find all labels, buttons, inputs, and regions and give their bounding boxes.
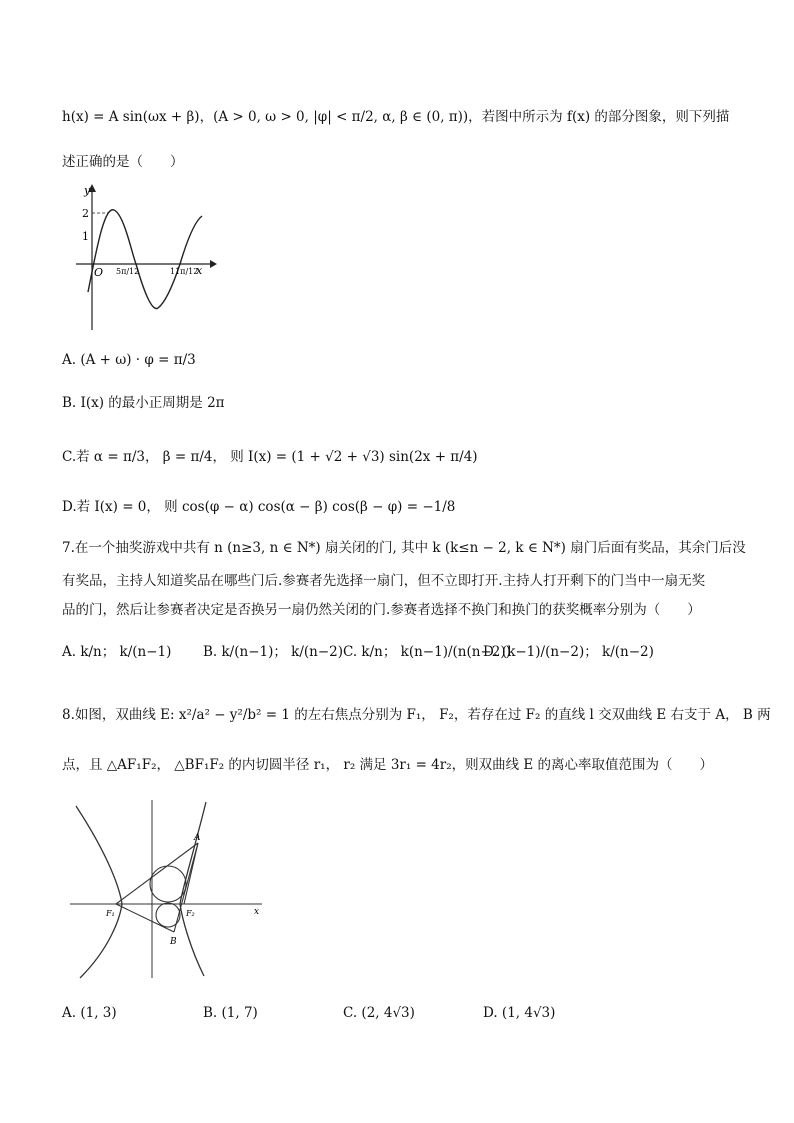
- q6-graph-origin: O: [94, 266, 104, 279]
- q8-label-x: x: [254, 907, 260, 917]
- q6-stem-line-2: 述正确的是（ ）: [62, 154, 184, 170]
- q7-option-b: B. k/(n−1)； k/(n−2): [203, 644, 344, 660]
- q7-stem-line-3: 品的门，然后让参赛者决定是否换另一扇仍然关闭的门.参赛者选择不换门和换门的获奖概率分别为（ ）: [62, 602, 701, 618]
- q7-stem-line-2: 有奖品，主持人知道奖品在哪些门后.参赛者先选择一扇门，但不立即打开.主持人打开剩下的门当中一扇无奖: [62, 573, 706, 589]
- q6-option-c: C.若 α = π/3， β = π/4， 则 I(x) = (1 + √2 + √3) sin(2x + π/4): [62, 449, 478, 465]
- q6-stem-line-1: h(x) = A sin(ωx + β)，(A > 0, ω > 0, |φ| < π/2, α, β ∈ (0, π))，若图中所示为 f(x) 的部分图象，则下列描: [62, 109, 730, 125]
- q8-label-f1: F₁: [106, 909, 115, 918]
- q8-hyperbola-figure: [66, 798, 266, 980]
- q8-label-f2: F₂: [186, 909, 195, 918]
- q8-label-a: A: [194, 833, 201, 843]
- q7-option-a: A. k/n； k/(n−1): [62, 644, 172, 660]
- q8-option-a: A. (1, 3): [62, 1005, 117, 1021]
- q6-option-d: D.若 I(x) = 0， 则 cos(φ − α) cos(α − β) cos(β − φ) = −1/8: [62, 499, 456, 515]
- q6-graph-xtick-11pi12: 11π/12: [170, 267, 199, 276]
- q6-graph-xtick-5pi12: 5π/12: [116, 267, 140, 276]
- q6-option-a: A. (A + ω) · φ = π/3: [62, 352, 196, 368]
- q8-label-b: B: [170, 937, 177, 947]
- q6-graph-tick-2: 2: [82, 207, 89, 220]
- q6-graph-y-label: y: [84, 184, 91, 197]
- q8-option-d: D. (1, 4√3): [483, 1005, 556, 1021]
- q6-option-b: B. I(x) 的最小正周期是 2π: [62, 395, 225, 411]
- q6-graph-tick-1: 1: [82, 230, 89, 243]
- q6-sine-graph: [70, 182, 220, 332]
- q8-option-c: C. (2, 4√3): [343, 1005, 415, 1021]
- q7-stem-line-1: 7.在一个抽奖游戏中共有 n (n≥3, n ∈ N*) 扇关闭的门, 其中 k (k≤n − 2, k ∈ N*) 扇门后面有奖品，其余门后没: [62, 540, 746, 556]
- q7-option-d: D. (k−1)/(n−2)； k/(n−2): [483, 644, 654, 660]
- q6-graph-x-label: x: [196, 264, 203, 277]
- q8-stem-line-1: 8.如图，双曲线 E: x²/a² − y²/b² = 1 的左右焦点分别为 F₁， F₂，若存在过 F₂ 的直线 l 交双曲线 E 右支于 A， B 两: [62, 707, 771, 723]
- q7-option-c: C. k/n； k(n−1)/(n(n−2)): [343, 644, 511, 660]
- q8-option-b: B. (1, 7): [203, 1005, 258, 1021]
- q8-stem-line-2: 点，且 △AF₁F₂， △BF₁F₂ 的内切圆半径 r₁， r₂ 满足 3r₁ = 4r₂，则双曲线 E 的离心率取值范围为（ ）: [62, 757, 714, 773]
